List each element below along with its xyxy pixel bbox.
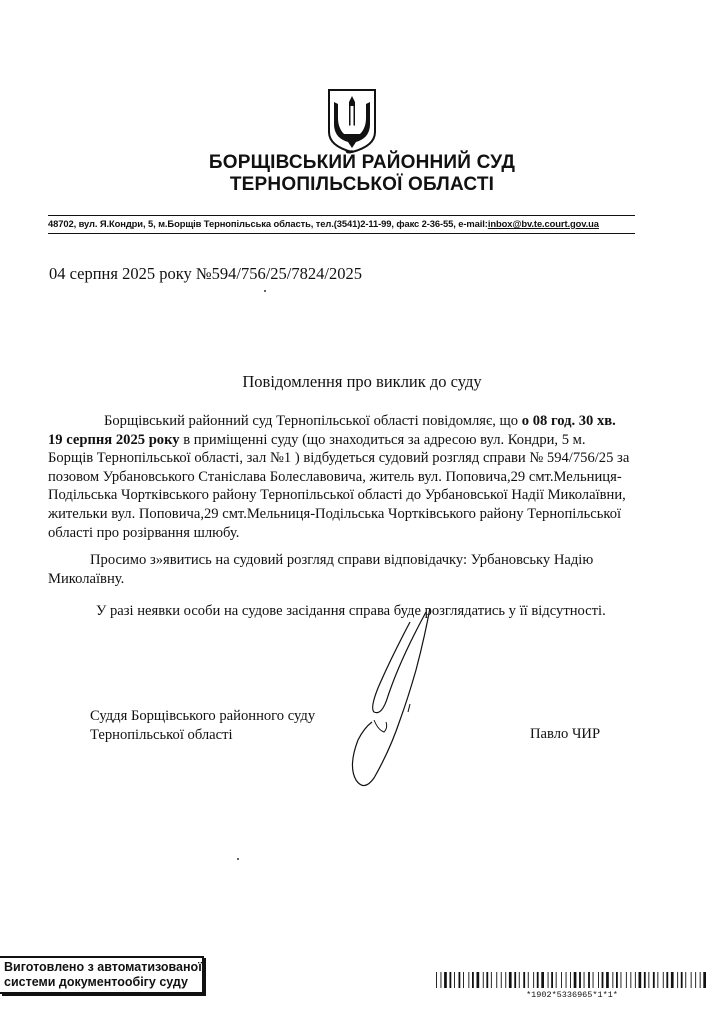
hearing-date: 19 серпня 2025 року [48,431,180,448]
stamp-line2: системи документообігу суду [4,975,188,989]
automated-system-stamp [0,956,204,994]
document-barcode [436,972,708,988]
paragraph1-line4: позовом Урбановського Станіслава Болеславовича, житель вул. Поповича,29 смт.Мельниця- [48,468,622,485]
hearing-time: о 08 год. 30 хв. [521,413,616,429]
notice-paragraph-request [48,551,649,588]
judge-position-line2: Тернопільської області [90,726,233,743]
stamp-line1: Виготовлено з автоматизованої [4,960,202,974]
barcode-number: *1902*5336965*1*1* [526,990,618,1000]
scan-speck [237,858,239,860]
paragraph1-line1 [48,412,649,431]
paragraph1-line6: жительки вул. Поповича,29 смт.Мельниця-Подільська Чортківського району Тернопільської [48,505,622,522]
court-contacts [48,218,658,229]
court-name-line1: БОРЩІВСЬКИЙ РАЙОННИЙ СУД [208,152,516,173]
paragraph1-line7: області про розірвання шлюбу. [48,524,240,541]
paragraph3-line1: У разі неявки особи на судове засідання справа буде розглядатись у її відсутності. [96,603,606,619]
header-divider-bottom [48,233,635,234]
judge-signature [330,600,450,800]
contacts-text: 48702, вул. Я.Кондри, 5, м.Борщів Тернопільська область, тел.(3541)2-11-99, факс 2-36-55, e-mail: [48,218,488,229]
paragraph1-line2 [48,431,649,450]
paragraph2-line1: Просимо з»явитись на судовий розгляд справи відповідачку: Урбановську Надію [90,552,594,568]
judge-name: Павло ЧИР [530,726,601,742]
paragraph1-line1-text: Борщівський районний суд Тернопільської області повідомляє, що [104,413,522,429]
court-name-heading [0,152,724,196]
judge-position [90,707,315,744]
notice-title: Повідомлення про виклик до суду [242,372,482,391]
document-date-number: 04 серпня 2025 року №594/756/25/7824/2025 [49,264,362,283]
court-name-line2: ТЕРНОПІЛЬСЬКОЇ ОБЛАСТІ [229,174,495,195]
paragraph1-line2-text: в приміщенні суду (що знаходиться за адресою вул. Кондри, 5 м. [179,431,586,448]
coat-of-arms-emblem [326,88,378,154]
scan-speck [264,290,266,292]
paragraph2-line2: Миколаївну. [48,570,125,587]
header-divider-top [48,215,635,216]
email-link[interactable]: inbox@bv.te.court.gov.ua [487,218,599,229]
judge-position-line1: Суддя Борщівського районного суду [90,708,316,724]
notice-paragraph-main [48,412,649,542]
paragraph1-line5: Подільська Чортківського району Тернопільської області до Урбановської Надії Миколаївни, [48,487,626,504]
paragraph1-line3: Борщів Тернопільської області, зал №1 ) відбудеться судовий розгляд справи № 594/756/25 за [48,450,630,467]
